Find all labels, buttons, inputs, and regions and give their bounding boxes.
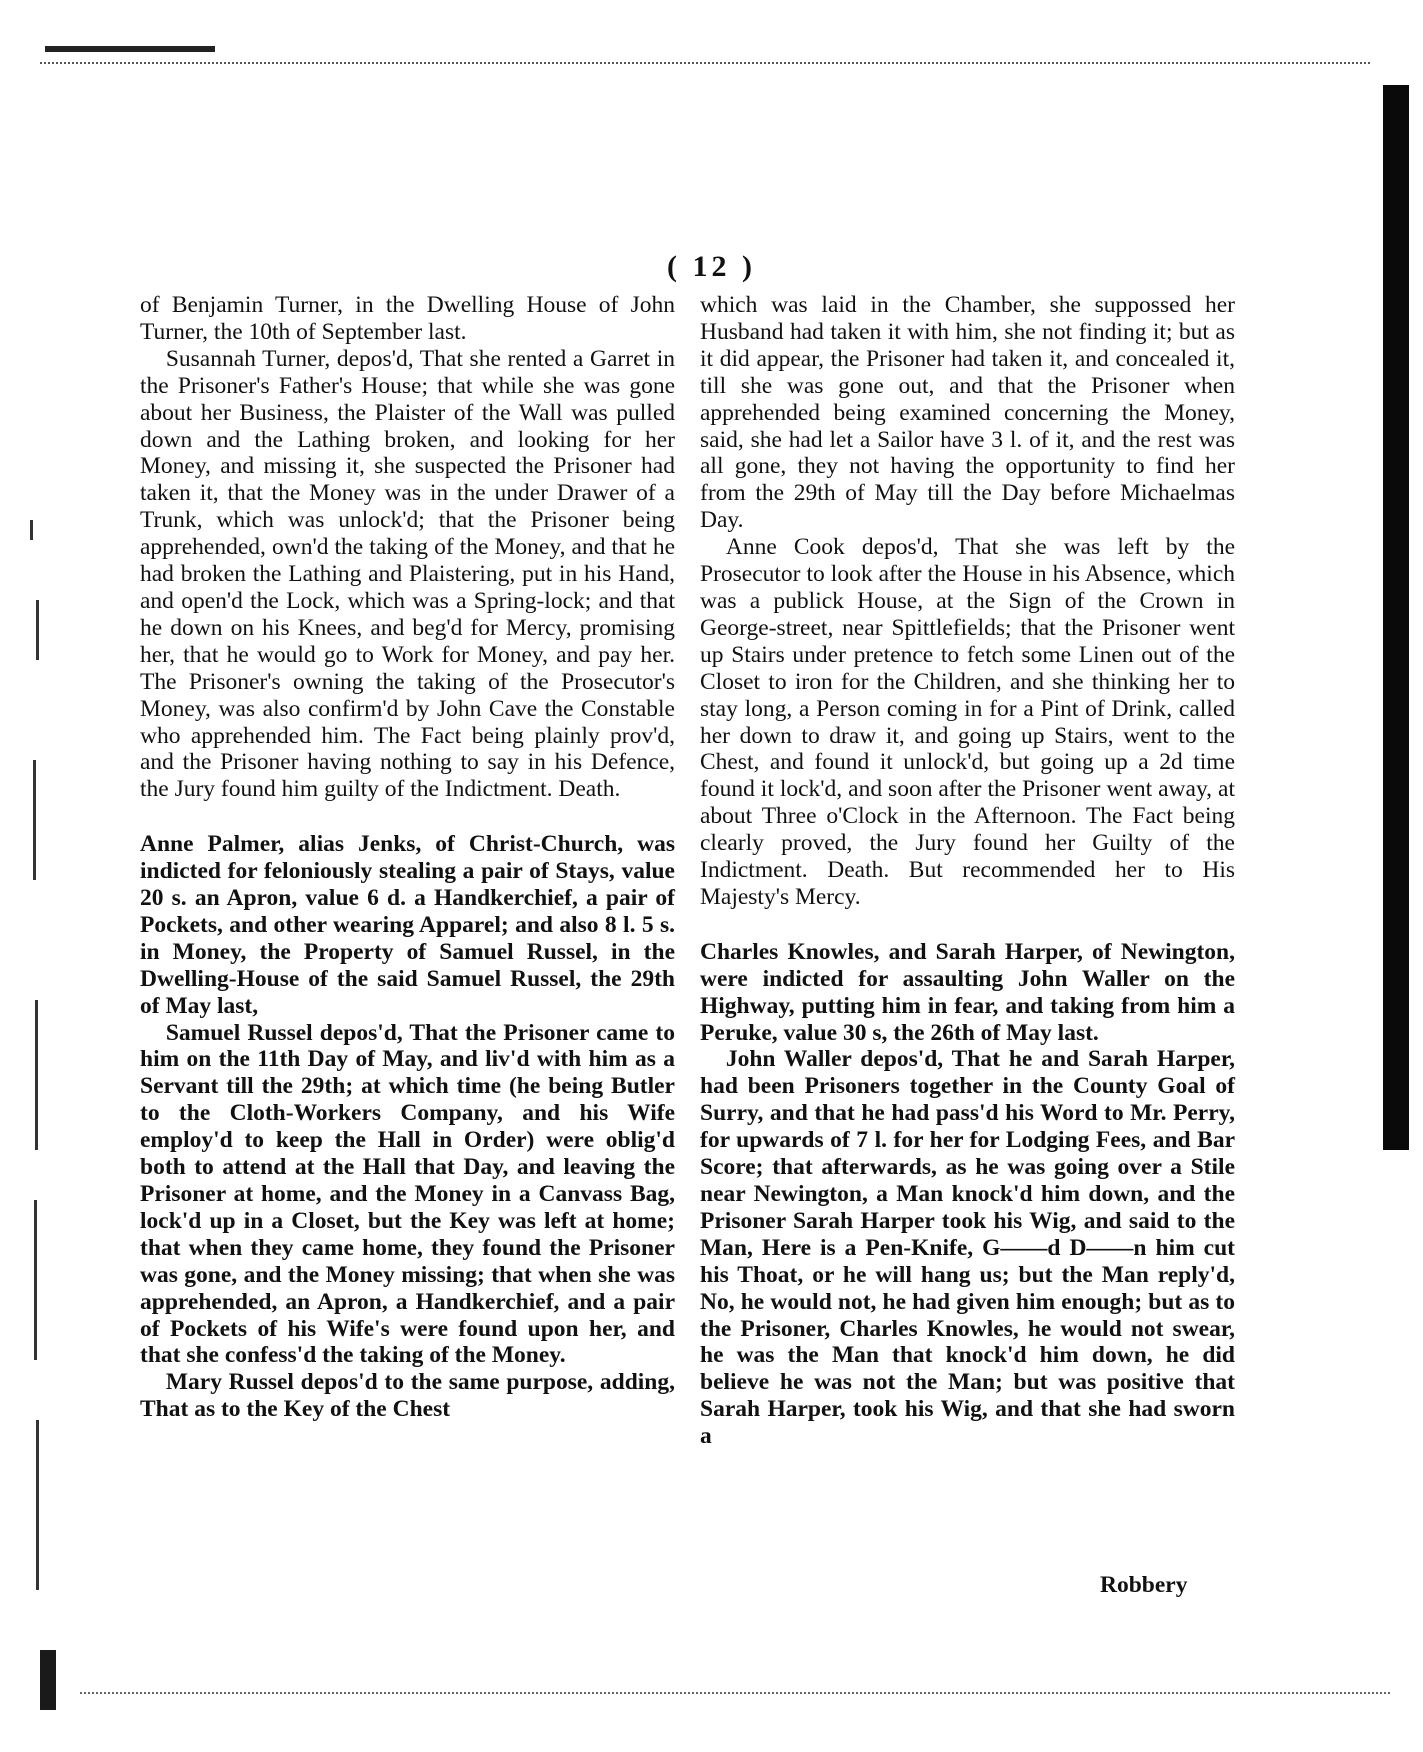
scan-edge-speck xyxy=(33,760,36,880)
paragraph: which was laid in the Chamber, she suppossed her Husband had taken it with him, she not finding it; but as it did appear, the Prisoner had taken it, and concealed it, till she was gone out, and that the Prisoner when apprehended being examined concerning the Money, said, she had let a Sailor have 3 l. of it, and the rest was all gone, they not having the opportunity to find her from the 29th of May till the Day before Michaelmas Day. xyxy=(700,292,1235,534)
paragraph: Samuel Russel depos'd, That the Prisoner came to him on the 11th Day of May, and liv'd with him as a Servant till the 29th; at which time (he being Butler to the Cloth-Workers Company, and his Wife employ'd to keep the Hall in Order) were oblig'd both to attend at the Hall that Day, and leaving the Prisoner at home, and the Money in a Canvass Bag, lock'd up in a Closet, but the Key was left at home; that when they came home, they found the Prisoner was gone, and the Money missing; that when she was apprehended, an Apron, a Handkerchief, and a pair of Pockets of his Wife's were found upon her, and that she confess'd the taking of the Money. xyxy=(140,1019,675,1369)
scan-corner-mark xyxy=(40,1650,56,1710)
text-column-right xyxy=(700,292,1235,1450)
scan-smudge-top xyxy=(45,46,215,52)
page-number: ( 12 ) xyxy=(667,250,756,283)
paragraph: Susannah Turner, depos'd, That she rented a Garret in the Prisoner's Father's House; that while she was gone about her Business, the Plaister of the Wall was pulled down and the Lathing broken, and looking for her Money, and missing it, she suspected the Prisoner had taken it, that the Money was in the under Drawer of a Trunk, which was unlock'd; that the Prisoner being apprehended, own'd the taking of the Money, and that he had broken the Lathing and Plaistering, put in his Hand, and open'd the Lock, which was a Spring-lock; and that he down on his Knees, and beg'd for Mercy, promising her, that he would go to Work for Money, and pay her. The Prisoner's owning the taking of the Prosecutor's Money, was also confirm'd by John Cave the Constable who apprehended him. The Fact being plainly prov'd, and the Prisoner having nothing to say in his Defence, the Jury found him guilty of the Indictment. Death. xyxy=(140,345,675,803)
scan-noise-rule-top xyxy=(40,62,1370,64)
paragraph: of Benjamin Turner, in the Dwelling House of John Turner, the 10th of September last. xyxy=(140,292,675,345)
scan-noise-rule-bottom xyxy=(80,1692,1390,1694)
scan-edge-speck xyxy=(36,600,39,660)
case-heading-paragraph: Charles Knowles, and Sarah Harper, of Newington, were indicted for assaulting John Waller on the Highway, putting him in fear, and taking from him a Peruke, value 30 s, the 26th of May last. xyxy=(700,938,1235,1046)
paragraph: John Waller depos'd, That he and Sarah Harper, had been Prisoners together in the County Goal of Surry, and that he had pass'd his Word to Mr. Perry, for upwards of 7 l. for her for Lodging Fees, and Bar Score; that afterwards, as he was going over a Stile near Newington, a Man knock'd him down, and the Prisoner Sarah Harper took his Wig, and said to the Man, Here is a Pen-Knife, G——d D——n him cut his Thoat, or he will hang us; but the Man reply'd, No, he would not, he had given him enough; but as to the Prisoner, Charles Knowles, he would not swear, he was the Man that knock'd him down, he did believe he was not the Man; but was positive that Sarah Harper, took his Wig, and that she had sworn a xyxy=(700,1046,1235,1450)
scan-edge-speck xyxy=(36,1420,39,1590)
scan-edge-speck xyxy=(35,1000,38,1150)
scan-edge-bar xyxy=(1383,85,1409,1150)
case-heading-paragraph: Anne Palmer, alias Jenks, of Christ-Church, was indicted for feloniously stealing a pair of Stays, value 20 s. an Apron, value 6 d. a Handkerchief, a pair of Pockets, and other wearing Apparel; and also 8 l. 5 s. in Money, the Property of Samuel Russel, in the Dwelling-House of the said Samuel Russel, the 29th of May last, xyxy=(140,831,675,1019)
scan-edge-speck xyxy=(30,520,33,540)
text-column-left xyxy=(140,292,675,1423)
scan-edge-speck xyxy=(34,1200,37,1360)
catchword: Robbery xyxy=(1100,1572,1188,1598)
paragraph: Anne Cook depos'd, That she was left by the Prosecutor to look after the House in his Absence, which was a publick House, at the Sign of the Crown in George-street, near Spittlefields; that the Prisoner went up Stairs under pretence to fetch some Linen out of the Closet to iron for the Children, and she thinking her to stay long, a Person coming in for a Pint of Drink, called her down to draw it, and going up Stairs, went to the Chest, and found it unlock'd, but going up a 2d time found it lock'd, and soon after the Prisoner went away, at about Three o'Clock in the Afternoon. The Fact being clearly proved, the Jury found her Guilty of the Indictment. Death. But recommended her to His Majesty's Mercy. xyxy=(700,534,1235,910)
paragraph: Mary Russel depos'd to the same purpose, adding, That as to the Key of the Chest xyxy=(140,1369,675,1423)
